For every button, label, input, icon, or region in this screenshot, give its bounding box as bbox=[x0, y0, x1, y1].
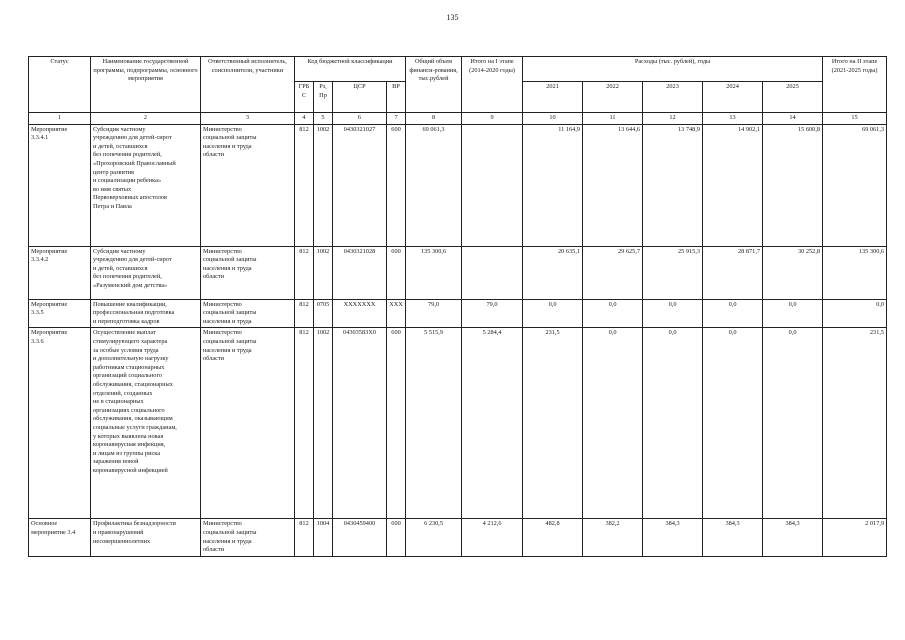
row-total: 79,0 bbox=[406, 299, 462, 328]
row-year-2025: 0,0 bbox=[763, 299, 823, 328]
column-number: 5 bbox=[314, 113, 333, 125]
table-row bbox=[29, 299, 887, 328]
row-stage1 bbox=[462, 246, 523, 299]
row-name: Субсидия частному учреждению для детей-сирот и детей, оставшихся без попечения родителей, «Прохоровский Православный центр развития и социализации ребенка» во имя святых Первоверховных апостолов Петра и Павла bbox=[91, 124, 201, 246]
column-number: 15 bbox=[823, 113, 887, 125]
table-row bbox=[29, 124, 887, 246]
row-year-2022: 29 625,7 bbox=[583, 246, 643, 299]
row-year-2024: 0,0 bbox=[703, 328, 763, 519]
row-year-2023: 384,3 bbox=[643, 519, 703, 557]
header-expenses: Расходы (тыс. рублей), годы bbox=[523, 57, 823, 82]
header-budget-code: Код бюджетной классификации bbox=[295, 57, 406, 82]
header-year-2021: 2021 bbox=[523, 82, 583, 113]
row-grbs: 812 bbox=[295, 299, 314, 328]
row-year-2022: 382,2 bbox=[583, 519, 643, 557]
row-year-2023: 0,0 bbox=[643, 328, 703, 519]
row-stage2: 69 061,3 bbox=[823, 124, 887, 246]
row-responsible: Министерство социальной защиты населения и труда bbox=[201, 299, 295, 328]
row-rz: 1002 bbox=[314, 124, 333, 246]
row-csr: XXXXXXX bbox=[333, 299, 387, 328]
row-vr: 600 bbox=[387, 519, 406, 557]
column-number: 10 bbox=[523, 113, 583, 125]
row-year-2021: 20 635,1 bbox=[523, 246, 583, 299]
row-stage1: 5 284,4 bbox=[462, 328, 523, 519]
row-stage2: 231,5 bbox=[823, 328, 887, 519]
column-number: 13 bbox=[703, 113, 763, 125]
row-total: 135 300,6 bbox=[406, 246, 462, 299]
row-year-2021: 11 164,9 bbox=[523, 124, 583, 246]
row-status: Мероприятие 3.3.5 bbox=[29, 299, 91, 328]
row-name: Повышение квалификации, профессиональная подготовка и переподготовка кадров bbox=[91, 299, 201, 328]
row-grbs: 812 bbox=[295, 124, 314, 246]
row-grbs: 812 bbox=[295, 246, 314, 299]
row-status: Мероприятие 3.3.4.2 bbox=[29, 246, 91, 299]
row-year-2023: 0,0 bbox=[643, 299, 703, 328]
column-number: 11 bbox=[583, 113, 643, 125]
row-year-2025: 384,3 bbox=[763, 519, 823, 557]
header-year-2022: 2022 bbox=[583, 82, 643, 113]
row-vr: 600 bbox=[387, 328, 406, 519]
row-vr: 600 bbox=[387, 124, 406, 246]
row-year-2023: 13 748,9 bbox=[643, 124, 703, 246]
row-vr: 600 bbox=[387, 246, 406, 299]
row-year-2024: 14 902,1 bbox=[703, 124, 763, 246]
row-year-2024: 28 871,7 bbox=[703, 246, 763, 299]
column-number: 14 bbox=[763, 113, 823, 125]
row-stage2: 2 017,9 bbox=[823, 519, 887, 557]
row-total: 6 230,5 bbox=[406, 519, 462, 557]
row-year-2021: 0,0 bbox=[523, 299, 583, 328]
row-status: Мероприятие 3.3.6 bbox=[29, 328, 91, 519]
row-year-2022: 0,0 bbox=[583, 328, 643, 519]
row-year-2025: 30 252,8 bbox=[763, 246, 823, 299]
row-status: Основное мероприятие 3.4 bbox=[29, 519, 91, 557]
row-year-2021: 231,5 bbox=[523, 328, 583, 519]
row-year-2025: 15 600,8 bbox=[763, 124, 823, 246]
row-name: Профилактика безнадзорности и правонарушений несовершеннолетних bbox=[91, 519, 201, 557]
row-grbs: 812 bbox=[295, 328, 314, 519]
column-number-row bbox=[29, 113, 887, 125]
header-total-volume: Общий объем финанси-рования, тыс.рублей bbox=[406, 57, 462, 113]
header-responsible: Ответственный исполнитель, соисполнители, участники bbox=[201, 57, 295, 113]
row-total: 5 515,9 bbox=[406, 328, 462, 519]
header-year-2023: 2023 bbox=[643, 82, 703, 113]
page-number: 135 bbox=[446, 13, 459, 22]
header-vr: ВР bbox=[387, 82, 406, 113]
row-rz: 1004 bbox=[314, 519, 333, 557]
row-rz: 1002 bbox=[314, 328, 333, 519]
column-number: 3 bbox=[201, 113, 295, 125]
row-csr: 0430321028 bbox=[333, 246, 387, 299]
table-row bbox=[29, 519, 887, 557]
row-vr: XXX bbox=[387, 299, 406, 328]
row-year-2025: 0,0 bbox=[763, 328, 823, 519]
table-row bbox=[29, 246, 887, 299]
column-number: 4 bbox=[295, 113, 314, 125]
row-year-2022: 13 644,6 bbox=[583, 124, 643, 246]
column-number: 8 bbox=[406, 113, 462, 125]
header-stage1: Итого на I этапе (2014-2020 годы) bbox=[462, 57, 523, 113]
row-name: Субсидия частному учреждению для детей-сирот и детей, оставшихся без попечения родителей, «Разуменский дом детства» bbox=[91, 246, 201, 299]
row-status: Мероприятие 3.3.4.1 bbox=[29, 124, 91, 246]
header-rz-pr: Рз, Пр bbox=[314, 82, 333, 113]
row-responsible: Министерство социальной защиты населения и труда области bbox=[201, 246, 295, 299]
column-number: 6 bbox=[333, 113, 387, 125]
header-csr: ЦСР bbox=[333, 82, 387, 113]
row-total: 69 061,3 bbox=[406, 124, 462, 246]
header-grbs: ГРБ С bbox=[295, 82, 314, 113]
column-number: 9 bbox=[462, 113, 523, 125]
row-year-2024: 0,0 bbox=[703, 299, 763, 328]
column-number: 12 bbox=[643, 113, 703, 125]
row-stage1: 4 212,6 bbox=[462, 519, 523, 557]
column-number: 1 bbox=[29, 113, 91, 125]
row-csr: 04303583Х0 bbox=[333, 328, 387, 519]
row-csr: 0430459400 bbox=[333, 519, 387, 557]
budget-table bbox=[28, 56, 887, 557]
column-number: 2 bbox=[91, 113, 201, 125]
header-status: Статус bbox=[29, 57, 91, 113]
row-year-2022: 0,0 bbox=[583, 299, 643, 328]
table-row bbox=[29, 328, 887, 519]
row-stage1 bbox=[462, 124, 523, 246]
row-responsible: Министерство социальной защиты населения и труда области bbox=[201, 124, 295, 246]
row-stage1: 79,0 bbox=[462, 299, 523, 328]
column-number: 7 bbox=[387, 113, 406, 125]
row-stage2: 0,0 bbox=[823, 299, 887, 328]
row-year-2024: 384,3 bbox=[703, 519, 763, 557]
row-stage2: 135 300,6 bbox=[823, 246, 887, 299]
row-responsible: Министерство социальной защиты населения и труда области bbox=[201, 519, 295, 557]
row-rz: 0705 bbox=[314, 299, 333, 328]
header-year-2024: 2024 bbox=[703, 82, 763, 113]
header-year-2025: 2025 bbox=[763, 82, 823, 113]
row-year-2021: 482,8 bbox=[523, 519, 583, 557]
row-year-2023: 25 915,3 bbox=[643, 246, 703, 299]
row-name: Осуществление выплат стимулирующего характера за особые условия труда и дополнительную нагрузку работникам стационарных организаций социального обслуживания, стационарных отделений, созданных не в стационарных организациях социального обслуживания, оказывающим социальные услуги гражданам, у которых выявлена новая коронавирусная инфекция, и лицам из группы риска заражения новой коронавирусной инфекцией bbox=[91, 328, 201, 519]
header-stage2: Итого на II этапе (2021-2025 годы) bbox=[823, 57, 887, 113]
header-program-name: Наименование государственной программы, подпрограммы, основного мероприятия bbox=[91, 57, 201, 113]
row-csr: 0430321027 bbox=[333, 124, 387, 246]
row-rz: 1002 bbox=[314, 246, 333, 299]
row-grbs: 812 bbox=[295, 519, 314, 557]
row-responsible: Министерство социальной защиты населения и труда области bbox=[201, 328, 295, 519]
